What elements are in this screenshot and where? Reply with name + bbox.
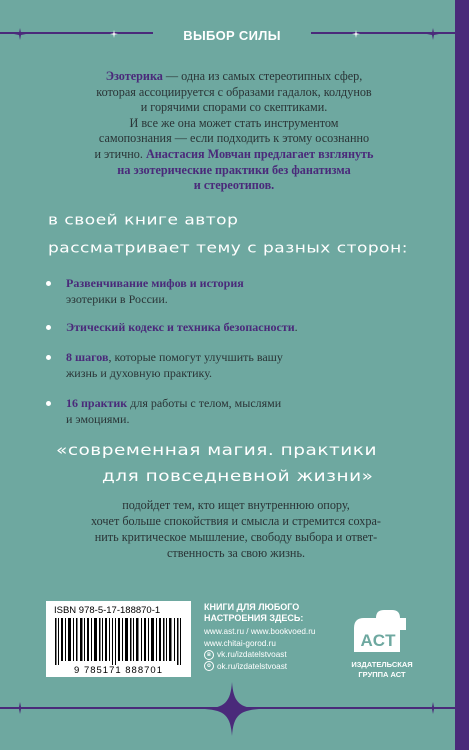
- intro-highlight: и стереотипов.: [193, 178, 275, 193]
- logo-text: ACT: [360, 631, 396, 650]
- quote-title: «современная магия. практики: [56, 442, 377, 460]
- ok-link[interactable]: ok.ru/izdatelstvoast: [217, 661, 288, 671]
- spine-stripe: [455, 0, 469, 750]
- feature-text: .: [294, 320, 298, 334]
- intro-paragraph: [50, 69, 418, 194]
- store-info: [204, 602, 334, 672]
- vk-icon: в: [204, 650, 214, 660]
- intro-text: которая ассоциируется с образами гадалок, колдунов: [96, 84, 372, 99]
- closing-paragraph: [60, 497, 412, 561]
- feature-text: жизнь и духовную практику.: [66, 366, 213, 380]
- closing-text: ственность за свою жизнь.: [166, 546, 306, 560]
- barcode-bars: [55, 618, 183, 665]
- bullet-icon: [46, 401, 51, 406]
- publisher-name-line: ГРУППА АСТ: [358, 669, 406, 679]
- publisher-name: [344, 660, 420, 679]
- large-star-icon: [205, 682, 259, 736]
- intro-text: самопознания — если подходить к этому осознанно: [98, 131, 370, 146]
- intro-highlight: Анастасия Мовчан предлагает взглянуть: [145, 146, 374, 161]
- feature-text: эзотерики в России.: [66, 292, 168, 306]
- feature-title: Развенчивание мифов и история: [66, 276, 244, 290]
- feature-title: 8 шагов: [66, 350, 109, 364]
- lead-heading: в своей книге автор: [48, 212, 239, 229]
- ok-icon: о: [204, 661, 214, 671]
- bullet-icon: [46, 325, 51, 330]
- barcode-digits: 9 785171 888701: [74, 665, 163, 676]
- sparkle-icon: [427, 702, 439, 714]
- closing-text: нить критическое мышление, свободу выбора и ответ-: [94, 530, 378, 544]
- store-heading: КНИГИ ДЛЯ ЛЮБОГО: [204, 602, 300, 612]
- quote-title: для повседневной жизни»: [102, 468, 374, 486]
- vk-link[interactable]: vk.ru/izdatelstvoast: [217, 650, 287, 659]
- feature-text: для работы с телом, мыслями: [127, 396, 282, 410]
- closing-text: подойдет тем, кто ищет внутреннюю опору,: [122, 498, 350, 512]
- intro-highlight: на эзотерические практики без фанатизма: [117, 162, 351, 177]
- store-link[interactable]: www.ast.ru / www.bookvoed.ru: [204, 627, 316, 636]
- feature-text: и эмоциями.: [66, 412, 130, 426]
- feature-title: Этический кодекс и техника безопасности: [66, 320, 295, 334]
- sparkle-icon: [427, 28, 439, 40]
- lead-heading: рассматривает тему с разных сторон:: [48, 240, 408, 257]
- sparkle-icon: [110, 30, 118, 38]
- publisher-logo: [348, 608, 412, 663]
- intro-text: И все же она может стать инструментом: [129, 115, 339, 130]
- sparkle-icon: [14, 28, 26, 40]
- closing-text: хочет больше спокойствия и смысла и стремится сохра-: [91, 514, 381, 528]
- store-link[interactable]: www.chitai-gorod.ru: [204, 638, 276, 648]
- feature-text: , которые помогут улучшить вашу: [108, 350, 283, 364]
- sparkle-icon: [14, 702, 26, 714]
- feature-title: 16 практик: [66, 396, 128, 410]
- isbn-text: ISBN 978-5-17-188870-1: [54, 605, 161, 616]
- series-label: ВЫБОР СИЛЫ: [183, 27, 281, 43]
- sparkle-icon: [352, 30, 360, 38]
- intro-keyword: Эзотерика: [105, 69, 163, 83]
- publisher-name-line: ИЗДАТЕЛЬСКАЯ: [351, 660, 413, 669]
- intro-text: — одна из самых стереотипных сфер,: [162, 69, 363, 83]
- intro-text: и горячими спорами со скептиками.: [140, 100, 328, 115]
- bullet-icon: [46, 281, 51, 286]
- bullet-icon: [46, 355, 51, 360]
- store-heading: НАСТРОЕНИЯ ЗДЕСЬ:: [204, 613, 304, 623]
- intro-text: и этично.: [94, 146, 146, 161]
- series-banner: [153, 26, 311, 44]
- barcode: [46, 601, 191, 677]
